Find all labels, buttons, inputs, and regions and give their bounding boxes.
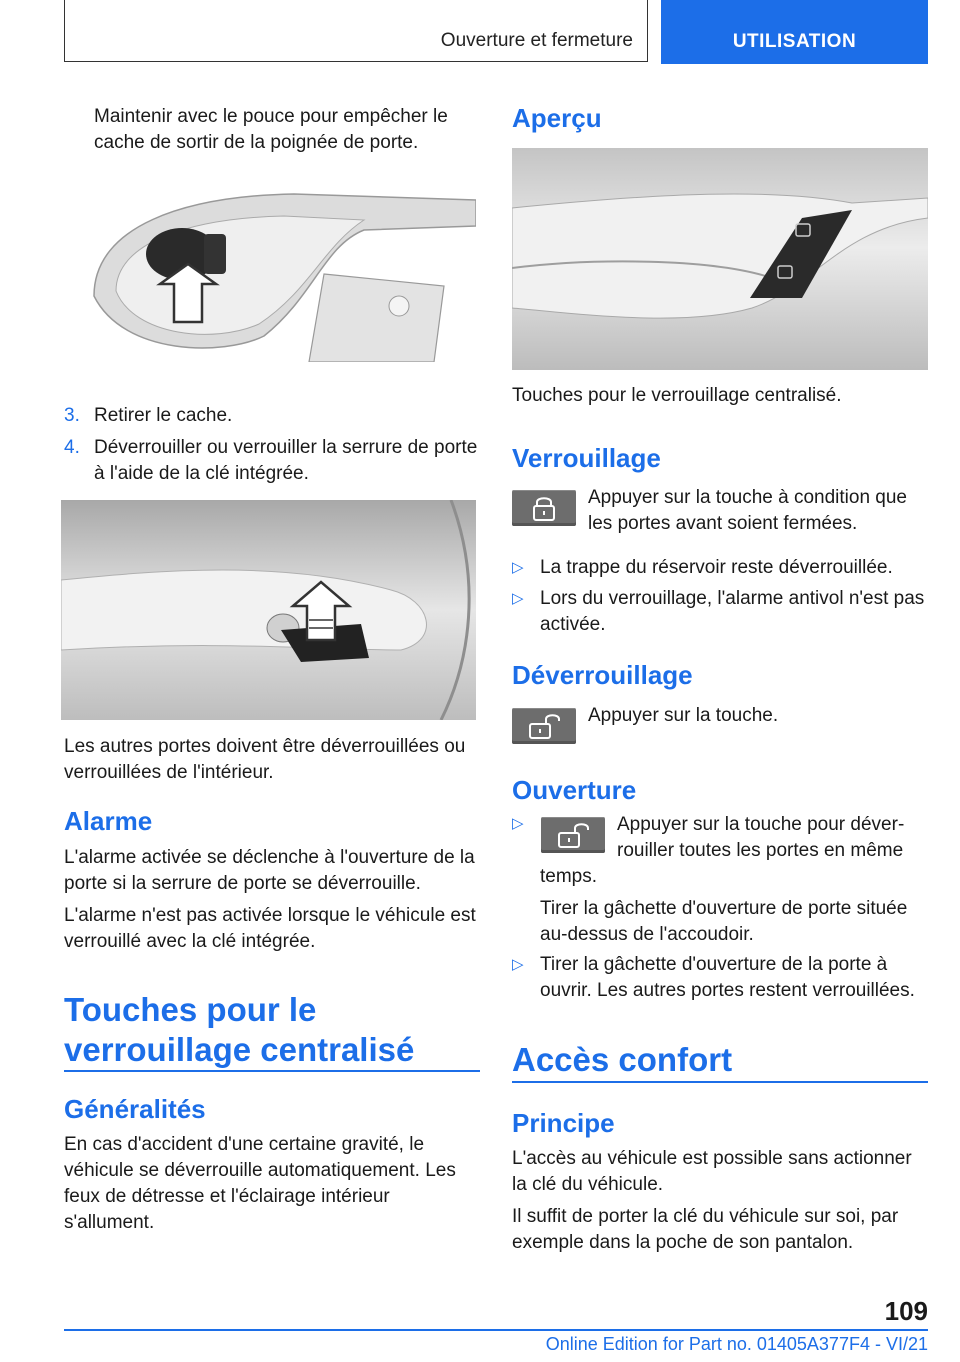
triangle-bullet-icon: ▷ [512,956,524,973]
unlock-key-button [512,708,576,744]
padlock-closed-icon [512,490,576,526]
unlock-text: Appuyer sur la touche. [588,705,779,726]
general-heading: Généralités [64,1094,206,1124]
step-4 [64,435,480,487]
opening-b1-line3: temps. [540,866,598,887]
central-lock-heading [64,990,480,1070]
section-title: Ouverture et fermeture [64,0,648,62]
alarm-text-2: L'alarme n'est pas activée lorsque le véhicule est verrouillé avec la clé intégrée. [64,905,476,952]
step-number: 4. [64,437,80,458]
heading-rule [512,1081,928,1083]
opening-b1-sub: Tirer la gâchette d'ouverture de porte située au-dessus de l'accoudoir. [540,898,908,945]
heading-rule [64,1070,480,1072]
padlock-open-icon [541,817,605,853]
handle-cover-illustration [64,186,476,362]
heading-line-1: Touches pour le [64,991,317,1028]
footer-rule [64,1329,928,1331]
principle-text-2: Il suffit de porter la clé du véhicule sur soi, par exemple dans la poche de son pantalon. [512,1206,899,1253]
bullet-text: Lors du verrouillage, l'alarme antivol n'est pas activée. [540,588,925,635]
edition-text: Online Edition for Part no. 01405A377F4 - VI/21 [545,1334,928,1354]
lock-bullet-2 [512,586,928,638]
principle-text-1: L'accès au véhicule est possible sans actionner la clé du véhicule. [512,1148,912,1195]
step-number: 3. [64,405,80,426]
step-3 [64,403,480,429]
triangle-bullet-icon: ▷ [512,590,524,607]
bullet-text: Tirer la gâchette d'ouverture de la porte à ouvrir. Les autres portes restent verrouillées. [540,954,915,1001]
figure-lock-buttons [512,148,928,370]
bullet-text: La trappe du réservoir reste déverrouillée. [540,557,893,578]
opening-b1-line2: rouiller toutes les portes en même [617,840,904,861]
intro-text: Maintenir avec le pouce pour empêcher le cache de sortir de la poignée de porte. [94,106,448,153]
opening-bullet-2 [512,952,928,1004]
page-header [64,0,928,64]
chapter-tab: UTILISATION [661,0,928,64]
open-key-button [541,817,605,853]
comfort-access-heading: Accès confort [512,1041,733,1078]
alarm-heading: Alarme [64,806,153,836]
step-text: Déverrouiller ou verrouiller la serrure de porte à l'aide de la clé intégrée. [94,437,478,484]
other-doors-text: Les autres portes doivent être déverrouillées ou verrouillées de l'intérieur. [64,736,466,783]
key-lock-illustration [61,500,476,720]
opening-b1-line1: Appuyer sur la touche pour déver- [617,814,905,835]
triangle-bullet-icon: ▷ [512,815,524,832]
general-text: En cas d'accident d'une certaine gravité, le véhicule se déverrouille automatiquement. Les feux de détresse et l'éclairage intérieur s'allument. [64,1134,456,1233]
step-text: Retirer le cache. [94,405,233,426]
triangle-bullet-icon: ▷ [512,559,524,576]
lock-key-button [512,490,576,526]
unlock-heading: Déverrouillage [512,660,693,690]
lock-text: Appuyer sur la touche à condition que les portes avant soient fermées. [588,487,907,534]
principle-heading: Principe [512,1108,615,1138]
lock-heading: Verrouillage [512,443,661,473]
alarm-text-1: L'alarme activée se déclenche à l'ouverture de la porte si la serrure de porte se déverrouille. [64,847,475,894]
heading-line-2: verrouillage centralisé [64,1031,415,1068]
overview-caption: Touches pour le verrouillage centralisé. [512,385,842,406]
figure-handle-cover [64,186,476,362]
figure-key-lock [61,500,476,720]
page-number: 109 [884,1296,928,1326]
door-panel-illustration [512,148,928,370]
overview-heading: Aperçu [512,103,602,133]
opening-heading: Ouverture [512,775,637,805]
lock-bullet-1 [512,555,928,581]
padlock-open-icon [512,708,576,744]
